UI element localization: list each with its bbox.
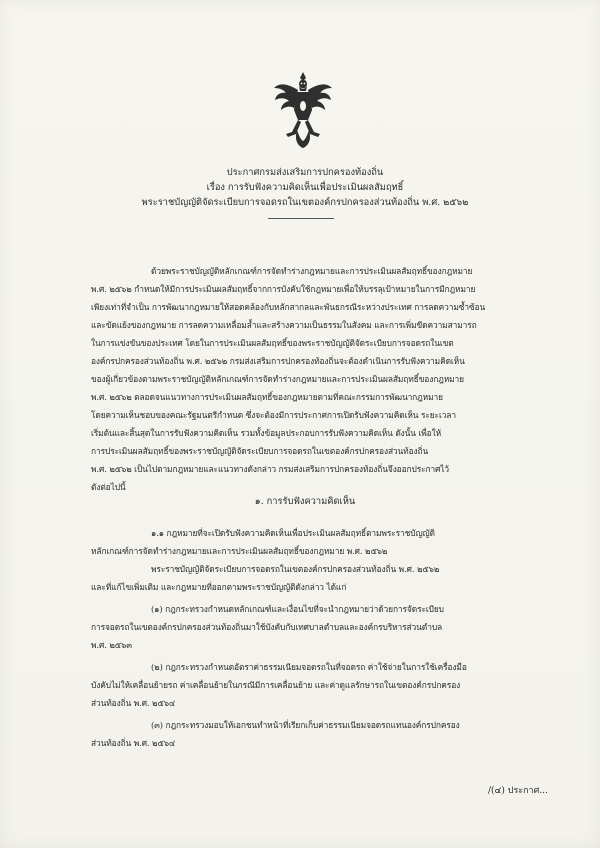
intro-line: ด้วยพระราชบัญญัติหลักเกณฑ์การจัดทำร่างกฎหมายและการประเมินผลสัมฤทธิ์ของกฎหมาย <box>151 266 473 276</box>
body-line: (๑) กฎกระทรวงกำหนดหลักเกณฑ์และเงื่อนไขที่จะนำกฎหมายว่าด้วยการจัดระเบียบ <box>151 604 444 614</box>
body-line: บังคับไม่ให้เคลื่อนย้ายรถ ค่าเคลื่อนย้ายในกรณีมีการเคลื่อนย้าย และค่าดูแลรักษารถในเขตองค์กรปกครอง <box>91 680 461 690</box>
body-line: ๑.๑ กฎหมายที่จะเปิดรับฟังความคิดเห็นเพื่อประเมินผลสัมฤทธิ์ตามพระราชบัญญัติ <box>151 528 435 538</box>
body-line: พระราชบัญญัติจัดระเบียบการจอดรถในเขตองค์กรปกครองส่วนท้องถิ่น พ.ศ. ๒๕๖๒ <box>151 564 440 574</box>
body-line: (๓) กฎกระทรวงมอบให้เอกชนทำหน้าที่เรียกเก็บค่าธรรมเนียมจอดรถแทนองค์กรปกครอง <box>151 720 460 730</box>
issuer-title: ประกาศกรมส่งเสริมการปกครองท้องถิ่น <box>226 167 384 178</box>
body-line: หลักเกณฑ์การจัดทำร่างกฎหมายและการประเมินผลสัมฤทธิ์ของกฎหมาย พ.ศ. ๒๕๖๒ <box>91 546 388 556</box>
subject-line: เรื่อง การรับฟังความคิดเห็นเพื่อประเมินผลสัมฤทธิ์ <box>206 182 404 193</box>
body-line: การจอดรถในเขตองค์กรปกครองส่วนท้องถิ่นมาใช้บังคับกับเทศบาลตำบลและองค์กรบริหารส่วนตำบล <box>91 622 443 632</box>
garuda-emblem-icon <box>272 70 334 150</box>
intro-line: เริ่มต้นและสิ้นสุดในการรับฟังความคิดเห็น รวมทั้งข้อมูลประกอบการรับฟังความคิดเห็น ดังนั้น เพื่อให้ <box>91 428 441 438</box>
intro-line: พ.ศ. ๒๕๖๒ เป็นไปตามกฎหมายและแนวทางดังกล่าว กรมส่งเสริมการปกครองท้องถิ่นจึงออกประกาศไว้ <box>91 464 450 474</box>
intro-line: เพียงเท่าที่จำเป็น การพัฒนากฎหมายให้สอดคล้องกับหลักสากลและพันธกรณีระหว่างประเทศ การลดความซ้ำซ้อน <box>91 302 486 312</box>
body-line: (๒) กฎกระทรวงกำหนดอัตราค่าธรรมเนียมจอดรถในที่จอดรถ ค่าใช้จ่ายในการใช้เครื่องมือ <box>151 662 467 672</box>
intro-line: องค์กรปกครองส่วนท้องถิ่น พ.ศ. ๒๕๖๒ กรมส่งเสริมการปกครองท้องถิ่นจะต้องดำเนินการรับฟังความคิดเห็น <box>91 356 465 366</box>
header-divider <box>268 218 334 219</box>
continuation-marker: /(๔) ประกาศ... <box>488 786 548 796</box>
body-line: พ.ศ. ๒๕๖๓ <box>91 640 132 650</box>
intro-line: การประเมินผลสัมฤทธิ์ของพระราชบัญญัติจัดระเบียบการจอดรถในเขตองค์กรปกครองส่วนท้องถิ่น <box>91 446 429 456</box>
body-line: ส่วนท้องถิ่น พ.ศ. ๒๕๖๔ <box>91 698 176 708</box>
intro-line: พ.ศ. ๒๕๖๒ กำหนดให้มีการประเมินผลสัมฤทธิ์จากการบังคับใช้กฎหมายเพื่อให้บรรลุเป้าหมายในการมีกฎหมาย <box>91 284 476 294</box>
intro-line: และขัดแย้งของกฎหมาย การลดความเหลื่อมล้ำและสร้างความเป็นธรรมในสังคม และการเพิ่มขีดความสามารถ <box>91 320 477 330</box>
body-line: และที่แก้ไขเพิ่มเติม และกฎหมายที่ออกตามพระราชบัญญัติดังกล่าว ได้แก่ <box>91 582 347 592</box>
intro-line: ในการแข่งขันของประเทศ โดยในการประเมินผลสัมฤทธิ์ของพระราชบัญญัติจัดระเบียบการจอดรถในเขต <box>91 338 454 348</box>
intro-line: โดยความเห็นชอบของคณะรัฐมนตรีกำหนด ซึ่งจะต้องมีการประกาศการเปิดรับฟังความคิดเห็น ระยะเวลา <box>91 410 456 420</box>
intro-line: ดังต่อไปนี้ <box>91 482 126 492</box>
act-title: พระราชบัญญัติจัดระเบียบการจอดรถในเขตองค์กรปกครองส่วนท้องถิ่น พ.ศ. ๒๕๖๒ <box>141 197 469 208</box>
intro-line: พ.ศ. ๒๕๖๒ ตลอดจนแนวทางการประเมินผลสัมฤทธิ์ของกฎหมายตามที่คณะกรรมการพัฒนากฎหมาย <box>91 392 443 402</box>
intro-line: ของผู้เกี่ยวข้องตามพระราชบัญญัติหลักเกณฑ์การจัดทำร่างกฎหมายและการประเมินผลสัมฤทธิ์ของกฎหมาย <box>91 374 464 384</box>
body-line: ส่วนท้องถิ่น พ.ศ. ๒๕๖๔ <box>91 738 176 748</box>
section-title: ๑. การรับฟังความคิดเห็น <box>254 496 356 507</box>
